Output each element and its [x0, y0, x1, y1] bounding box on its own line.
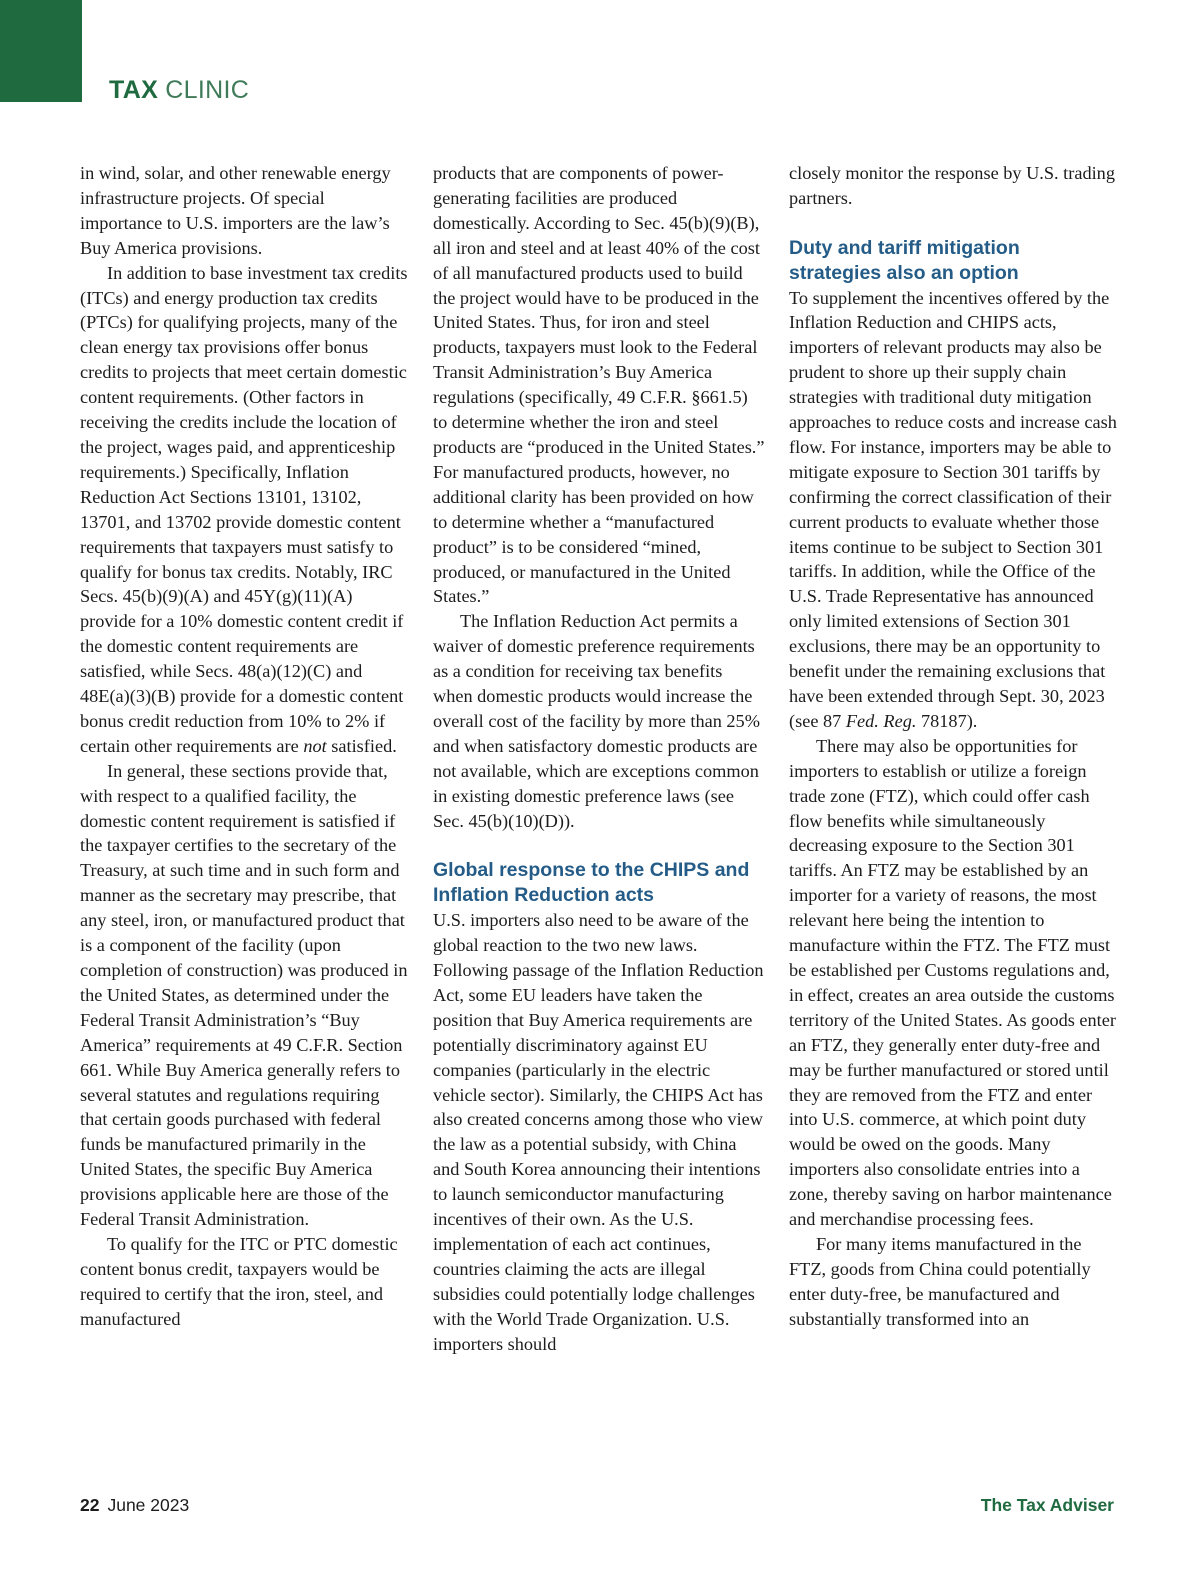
paragraph-text: satisfied. [326, 735, 397, 756]
column-3 [789, 161, 1117, 1332]
section-heading: Global response to the CHIPS and Inflation Reduction acts [433, 859, 750, 907]
section-header-strong: TAX [109, 76, 159, 104]
paragraph: in wind, solar, and other renewable energy infrastructure projects. Of special importance to U.S. importers are the law’s Buy America provisions. [80, 163, 391, 258]
column-1 [80, 161, 410, 1332]
header-color-block [0, 0, 82, 102]
emphasis-text: Fed. Reg. [845, 710, 917, 731]
paragraph-text: In addition to base investment tax credits (ITCs) and energy production tax credits (PTCs) for qualifying projects, many of the clean energy tax provisions offer bonus credits to projects that meet certain domestic content requirements. (Other factors in receiving the credits include the location of the project, wages paid, and apprenticeship requirements.) Specifically, Inflation Reduction Act Sections 13101, 13102, 13701, and 13702 provide domestic content requirements that taxpayers must satisfy to qualify for bonus tax credits. Notably, IRC Secs. 45(b)(9)(A) and 45Y(g)(11)(A) provide for a 10% domestic content credit if the domestic content requirements are satisfied, while Secs. 48(a)(12)(C) and 48E(a)(3)(B) provide for a domestic content bonus credit reduction from 10% to 2% if certain other requirements are [80, 262, 408, 756]
paragraph [789, 286, 1117, 734]
paragraph: There may also be opportunities for importers to establish or utilize a foreign trade zone (FTZ), which could offer cash flow benefits while simultaneously decreasing exposure to the Section 301 tariffs. An FTZ may be established by an importer for a variety of reasons, the most relevant here being the intention to manufacture within the FTZ. The FTZ must be established per Customs regulations and, in effect, creates an area outside the customs territory of the United States. As goods enter an FTZ, they generally enter duty-free and may be further manufactured or stored until they are removed from the FTZ and enter into U.S. commerce, at which point duty would be owed on the goods. Many importers also consolidate entries into a zone, thereby saving on harbor maintenance and merchandise processing fees. [789, 735, 1116, 1230]
issue-date: June 2023 [107, 1495, 190, 1515]
page-number: 22 [80, 1495, 100, 1515]
paragraph: products that are components of power-generating facilities are produced domestically. According to Sec. 45(b)(9)(B), all iron and steel and at least 40% of the cost of all manufactured products used to build the project would have to be produced in the United States. Thus, for iron and steel products, taxpayers must look to the Federal Transit Administration’s Buy America regulations (specifically, 49 C.F.R. §661.5) to determine whether the iron and steel products are “produced in the United States.” For manufactured products, however, no additional clarity has been provided on how to determine whether a “manufactured product” is to be considered “mined, produced, or manufactured in the United States.” [433, 163, 765, 607]
paragraph: To qualify for the ITC or PTC domestic content bonus credit, taxpayers would be required to certify that the iron, steel, and manufactured [80, 1233, 398, 1329]
paragraph: closely monitor the response by U.S. trading partners. [789, 163, 1115, 208]
footer-page-info [80, 1495, 189, 1516]
paragraph: The Inflation Reduction Act permits a waiver of domestic preference requirements as a condition for receiving tax benefits when domestic products would increase the overall cost of the facility by more than 25% and when satisfactory domestic products are not available, which are exceptions common in existing domestic preference laws (see Sec. 45(b)(10)(D)). [433, 611, 760, 831]
paragraph: In general, these sections provide that, with respect to a qualified facility, the domestic content requirement is satisfied if the taxpayer certifies to the secretary of the Treasury, at such time and in such form and manner as the secretary may prescribe, that any steel, iron, or manufactured product that is a component of the facility (upon completion of construction) was produced in the United States, as determined under the Federal Transit Administration’s “Buy America” requirements at 49 C.F.R. Section 661. While Buy America generally refers to several statutes and regulations requiring that certain goods purchased with federal funds be manufactured primarily in the United States, the specific Buy America provisions applicable here are those of the Federal Transit Administration. [80, 760, 408, 1230]
publication-name: The Tax Adviser [980, 1495, 1114, 1515]
paragraph [80, 261, 410, 759]
paragraph: For many items manufactured in the FTZ, goods from China could potentially enter duty-free, be manufactured and substantially transformed into an [789, 1233, 1091, 1329]
paragraph-text: To supplement the incentives offered by the Inflation Reduction and CHIPS acts, importers of relevant products may also be prudent to shore up their supply chain strategies with traditional duty mitigation approaches to reduce costs and increase cash flow. For instance, importers may be able to mitigate exposure to Section 301 tariffs by confirming the correct classification of their current products to evaluate whether those items continue to be subject to Section 301 tariffs. In addition, while the Office of the U.S. Trade Representative has announced only limited extensions of Section 301 exclusions, there may be an opportunity to benefit under the remaining exclusions that have been extended through Sept. 30, 2023 (see 87 [789, 287, 1117, 731]
spacer [789, 211, 1117, 236]
section-header-light: CLINIC [165, 76, 250, 104]
column-2 [433, 161, 765, 1356]
spacer [433, 833, 765, 858]
paragraph-text: 78187). [916, 710, 978, 731]
section-header [109, 76, 249, 105]
section-heading: Duty and tariff mitigation strategies also an option [789, 236, 1020, 284]
emphasis-text: not [303, 735, 327, 756]
paragraph: U.S. importers also need to be aware of the global reaction to the two new laws. Following passage of the Inflation Reduction Act, some EU leaders have taken the position that Buy America requirements are potentially discriminatory against EU companies (particularly in the electric vehicle sector). Similarly, the CHIPS Act has also created concerns among those who view the law as a potential subsidy, with China and South Korea announcing their intentions to launch semiconductor manufacturing incentives of their own. As the U.S. implementation of each act continues, countries claiming the acts are illegal subsidies could potentially lodge challenges with the World Trade Organization. U.S. importers should [433, 910, 764, 1354]
